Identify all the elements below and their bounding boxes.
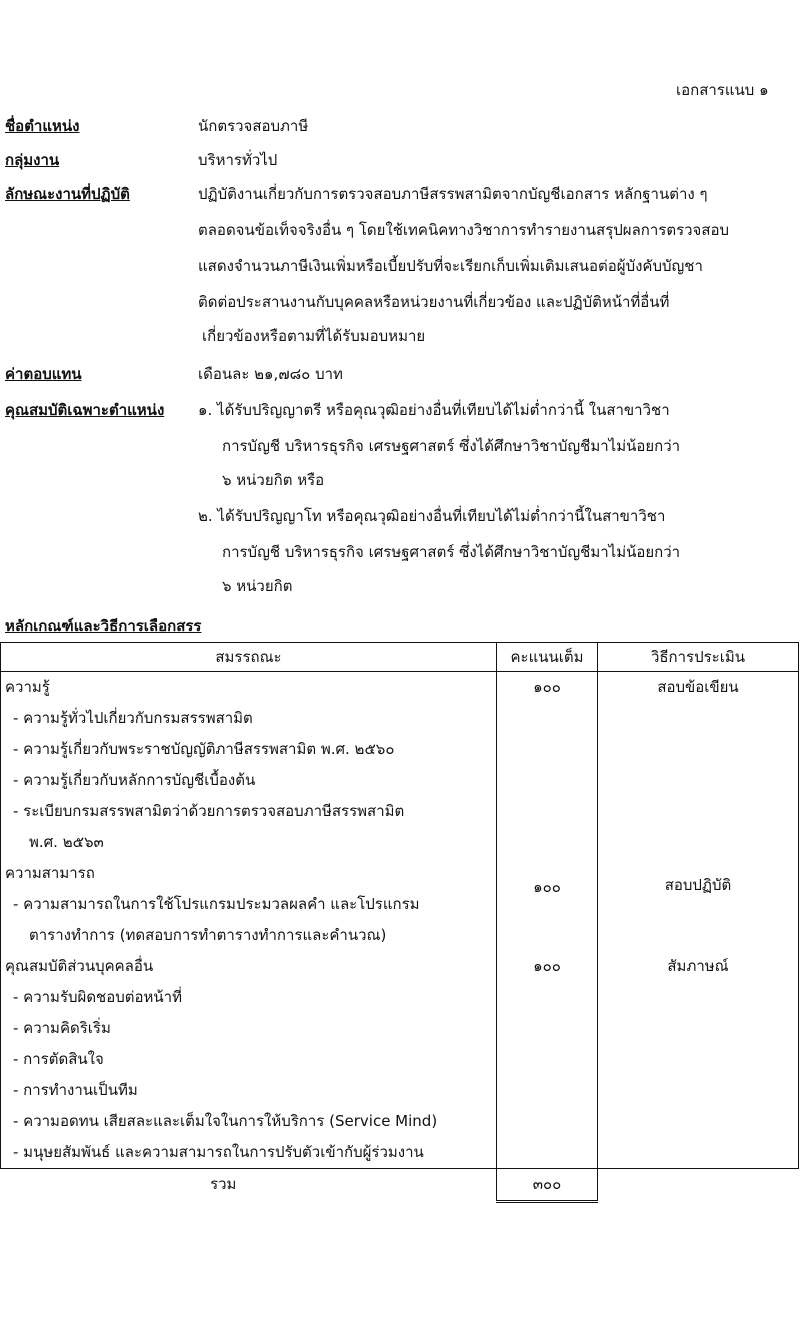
- compensation-value: เดือนละ ๒๑,๗๘๐ บาท: [198, 365, 343, 383]
- ability-cell: [1, 858, 497, 951]
- duties-line: ติดต่อประสานงานกับบุคคลหรือหน่วยงานที่เกี่ยวข้อง และปฏิบัติหน้าที่อื่นที่: [198, 293, 670, 311]
- criteria-table: [0, 642, 799, 1203]
- list-item: - ความคิดริเริ่ม: [13, 1019, 111, 1037]
- list-item: - ความอดทน เสียสละและเต็มใจในการให้บริการ (Service Mind): [13, 1112, 438, 1130]
- duties-line: ปฏิบัติงานเกี่ยวกับการตรวจสอบภาษีสรรพสามิตจากบัญชีเอกสาร หลักฐานต่าง ๆ: [198, 185, 708, 203]
- list-item: - ความรู้เกี่ยวกับพระราชบัญญัติภาษีสรรพสามิต พ.ศ. ๒๕๖๐: [13, 740, 395, 758]
- duties-line: แสดงจำนวนภาษีเงินเพิ่มหรือเบี้ยปรับที่จะเรียกเก็บเพิ่มเติมเสนอต่อผู้บังคับบัญชา: [198, 257, 703, 275]
- qualification-line: การบัญชี บริหารธุรกิจ เศรษฐศาสตร์ ซึ่งได้ศึกษาวิชาบัญชีมาไม่น้อยกว่า: [222, 437, 681, 455]
- header-method: วิธีการประเมิน: [598, 643, 799, 672]
- list-item: - ความรู้ทั่วไปเกี่ยวกับกรมสรรพสามิต: [13, 709, 253, 727]
- list-item: - มนุษยสัมพันธ์ และความสามารถในการปรับตัวเข้ากับผู้ร่วมงาน: [13, 1143, 424, 1161]
- table-total-row: [1, 1169, 799, 1202]
- list-item: - ระเบียบกรมสรรพสามิตว่าด้วยการตรวจสอบภาษีสรรพสามิต: [13, 802, 405, 820]
- group-label: กลุ่มงาน: [5, 151, 60, 169]
- list-item: - ความรู้เกี่ยวกับหลักการบัญชีเบื้องต้น: [13, 771, 256, 789]
- compensation-label: ค่าตอบแทน: [5, 365, 82, 383]
- method-cell: [598, 858, 799, 951]
- method-value: สัมภาษณ์: [667, 957, 729, 975]
- group-value: บริหารทั่วไป: [198, 151, 278, 169]
- section-title: ความสามารถ: [5, 864, 95, 882]
- header-competency: สมรรถณะ: [1, 643, 497, 672]
- table-row: [1, 858, 799, 951]
- position-value: นักตรวจสอบภาษี: [198, 117, 309, 135]
- duties-label: ลักษณะงานที่ปฏิบัติ: [5, 185, 130, 203]
- qualification-line: การบัญชี บริหารธุรกิจ เศรษฐศาสตร์ ซึ่งได้ศึกษาวิชาบัญชีมาไม่น้อยกว่า: [222, 543, 681, 561]
- score-cell: [497, 858, 598, 951]
- list-item: - ความรับผิดชอบต่อหน้าที่: [13, 988, 182, 1006]
- knowledge-cell: [1, 672, 497, 859]
- score-cell: [497, 672, 598, 859]
- list-item: ตารางทำการ (ทดสอบการทำตารางทำการและคำนวณ): [29, 926, 387, 944]
- position-label: ชื่อตำแหน่ง: [5, 117, 80, 135]
- table-row: [1, 672, 799, 859]
- method-value: สอบข้อเขียน: [657, 678, 739, 696]
- total-label-cell: [1, 1169, 497, 1202]
- section-title: คุณสมบัติส่วนบุคคลอื่น: [5, 957, 154, 975]
- list-item: พ.ศ. ๒๕๖๓: [29, 833, 104, 851]
- section-title: ความรู้: [5, 678, 50, 696]
- criteria-heading: หลักเกณฑ์และวิธีการเลือกสรร: [5, 617, 202, 635]
- total-label: รวม: [210, 1175, 237, 1193]
- list-item: - ความสามารถในการใช้โปรแกรมประมวลผลคำ และโปรแกรม: [13, 895, 420, 913]
- qualification-line: ๑. ได้รับปริญญาตรี หรือคุณวุฒิอย่างอื่นที่เทียบได้ไม่ต่ำกว่านี้ ในสาขาวิชา: [198, 401, 670, 419]
- score-value: ๑๐๐: [533, 678, 561, 696]
- total-empty-cell: [598, 1169, 799, 1202]
- annex-label: เอกสารแนบ ๑: [676, 81, 769, 99]
- qualification-line: ๖ หน่วยกิต หรือ: [222, 471, 325, 489]
- duties-line: ตลอดจนข้อเท็จจริงอื่น ๆ โดยใช้เทคนิคทางวิชาการทำรายงานสรุปผลการตรวจสอบ: [198, 221, 730, 239]
- duties-line: เกี่ยวข้องหรือตามที่ได้รับมอบหมาย: [202, 327, 426, 345]
- method-cell: [598, 951, 799, 1169]
- list-item: - การทำงานเป็นทีม: [13, 1081, 138, 1099]
- score-cell: [497, 951, 598, 1169]
- score-value: ๑๐๐: [533, 878, 561, 896]
- table-row: [1, 951, 799, 1169]
- method-value: สอบปฏิบัติ: [664, 876, 732, 894]
- header-full-score: คะแนนเต็ม: [497, 643, 598, 672]
- personal-cell: [1, 951, 497, 1169]
- total-score-cell: [497, 1169, 598, 1202]
- list-item: - การตัดสินใจ: [13, 1050, 104, 1068]
- qualification-line: ๖ หน่วยกิต: [222, 577, 293, 595]
- total-score: ๓๐๐: [532, 1175, 562, 1193]
- qualification-line: ๒. ได้รับปริญญาโท หรือคุณวุฒิอย่างอื่นที่เทียบได้ไม่ต่ำกว่านี้ในสาขาวิชา: [198, 507, 666, 525]
- table-header-row: [1, 643, 799, 672]
- score-value: ๑๐๐: [533, 957, 561, 975]
- qualifications-label: คุณสมบัติเฉพาะตำแหน่ง: [5, 401, 165, 419]
- method-cell: [598, 672, 799, 859]
